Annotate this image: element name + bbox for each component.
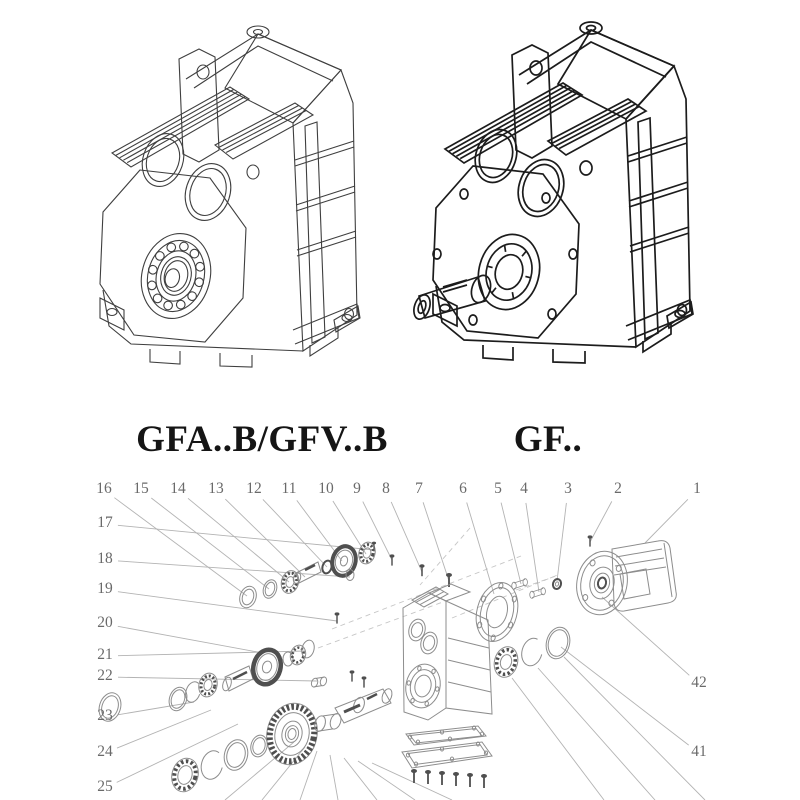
left-model-label: GFA..B/GFV..B	[136, 419, 388, 460]
leader-line-8	[391, 502, 422, 572]
output-gear	[261, 698, 323, 769]
callout-label-7: 7	[415, 480, 423, 498]
leader-line-12	[263, 499, 327, 567]
intermediate-gear	[249, 647, 284, 688]
callout-label-12: 12	[246, 480, 262, 498]
leader-line-22	[118, 677, 317, 681]
flange-part	[470, 578, 546, 646]
leader-line-15	[151, 498, 269, 589]
cover-plate-part	[402, 742, 492, 768]
callout-label-8: 8	[382, 480, 390, 498]
callout-label-20: 20	[97, 614, 113, 632]
motor-part	[552, 535, 676, 619]
callout-label-4: 4	[520, 480, 528, 498]
leader-line-6	[467, 503, 494, 595]
gasket-part	[406, 726, 486, 745]
callout-label-23: 23	[97, 707, 113, 725]
leader-line-5	[501, 503, 521, 584]
right-gearbox-drawing	[411, 22, 693, 363]
callout-label-6: 6	[459, 480, 467, 498]
callout-label-3: 3	[564, 480, 572, 498]
leader-line-2	[590, 501, 612, 542]
callout-label-13: 13	[208, 480, 224, 498]
leader-line-7	[423, 502, 449, 581]
housing-exploded	[335, 584, 492, 720]
input-gear	[329, 544, 359, 579]
leader-line-41	[561, 647, 689, 745]
callout-label-21: 21	[97, 646, 113, 664]
callout-label-42: 42	[691, 674, 707, 692]
callout-label-1: 1	[693, 480, 701, 498]
right-model-label: GF..	[513, 419, 583, 460]
callout-label-2: 2	[614, 480, 622, 498]
leader-line-4	[526, 503, 539, 592]
callout-label-25: 25	[97, 778, 113, 796]
input-shaft-assembly	[237, 540, 452, 610]
leader-line-20	[118, 626, 263, 653]
leader-line-1	[645, 499, 688, 543]
callout-label-18: 18	[97, 550, 113, 568]
callout-label-10: 10	[318, 480, 334, 498]
callout-label-15: 15	[133, 480, 149, 498]
leader-line-16	[114, 498, 247, 596]
callout-label-11: 11	[281, 480, 297, 498]
callout-label-17: 17	[97, 514, 113, 532]
callout-label-16: 16	[96, 480, 112, 498]
leader-line-24	[117, 710, 211, 748]
leader-line-3	[557, 503, 566, 581]
exploded-view	[96, 498, 705, 800]
callout-label-41: 41	[691, 743, 707, 761]
left-gearbox-drawing	[100, 26, 360, 367]
leader-line-19	[118, 592, 337, 621]
callout-label-5: 5	[494, 480, 502, 498]
bearing-parts	[491, 625, 573, 680]
callout-label-22: 22	[97, 667, 113, 685]
callout-label-24: 24	[97, 743, 113, 761]
leader-lines	[114, 498, 689, 783]
dashed-guide-lines	[318, 528, 560, 648]
callout-label-14: 14	[170, 480, 186, 498]
callout-label-19: 19	[97, 580, 113, 598]
hollow-shaft-bearing	[132, 226, 220, 327]
leader-line-9	[363, 502, 392, 560]
callout-label-9: 9	[353, 480, 361, 498]
leader-line-13	[225, 499, 305, 577]
mounting-bolts	[411, 769, 487, 788]
